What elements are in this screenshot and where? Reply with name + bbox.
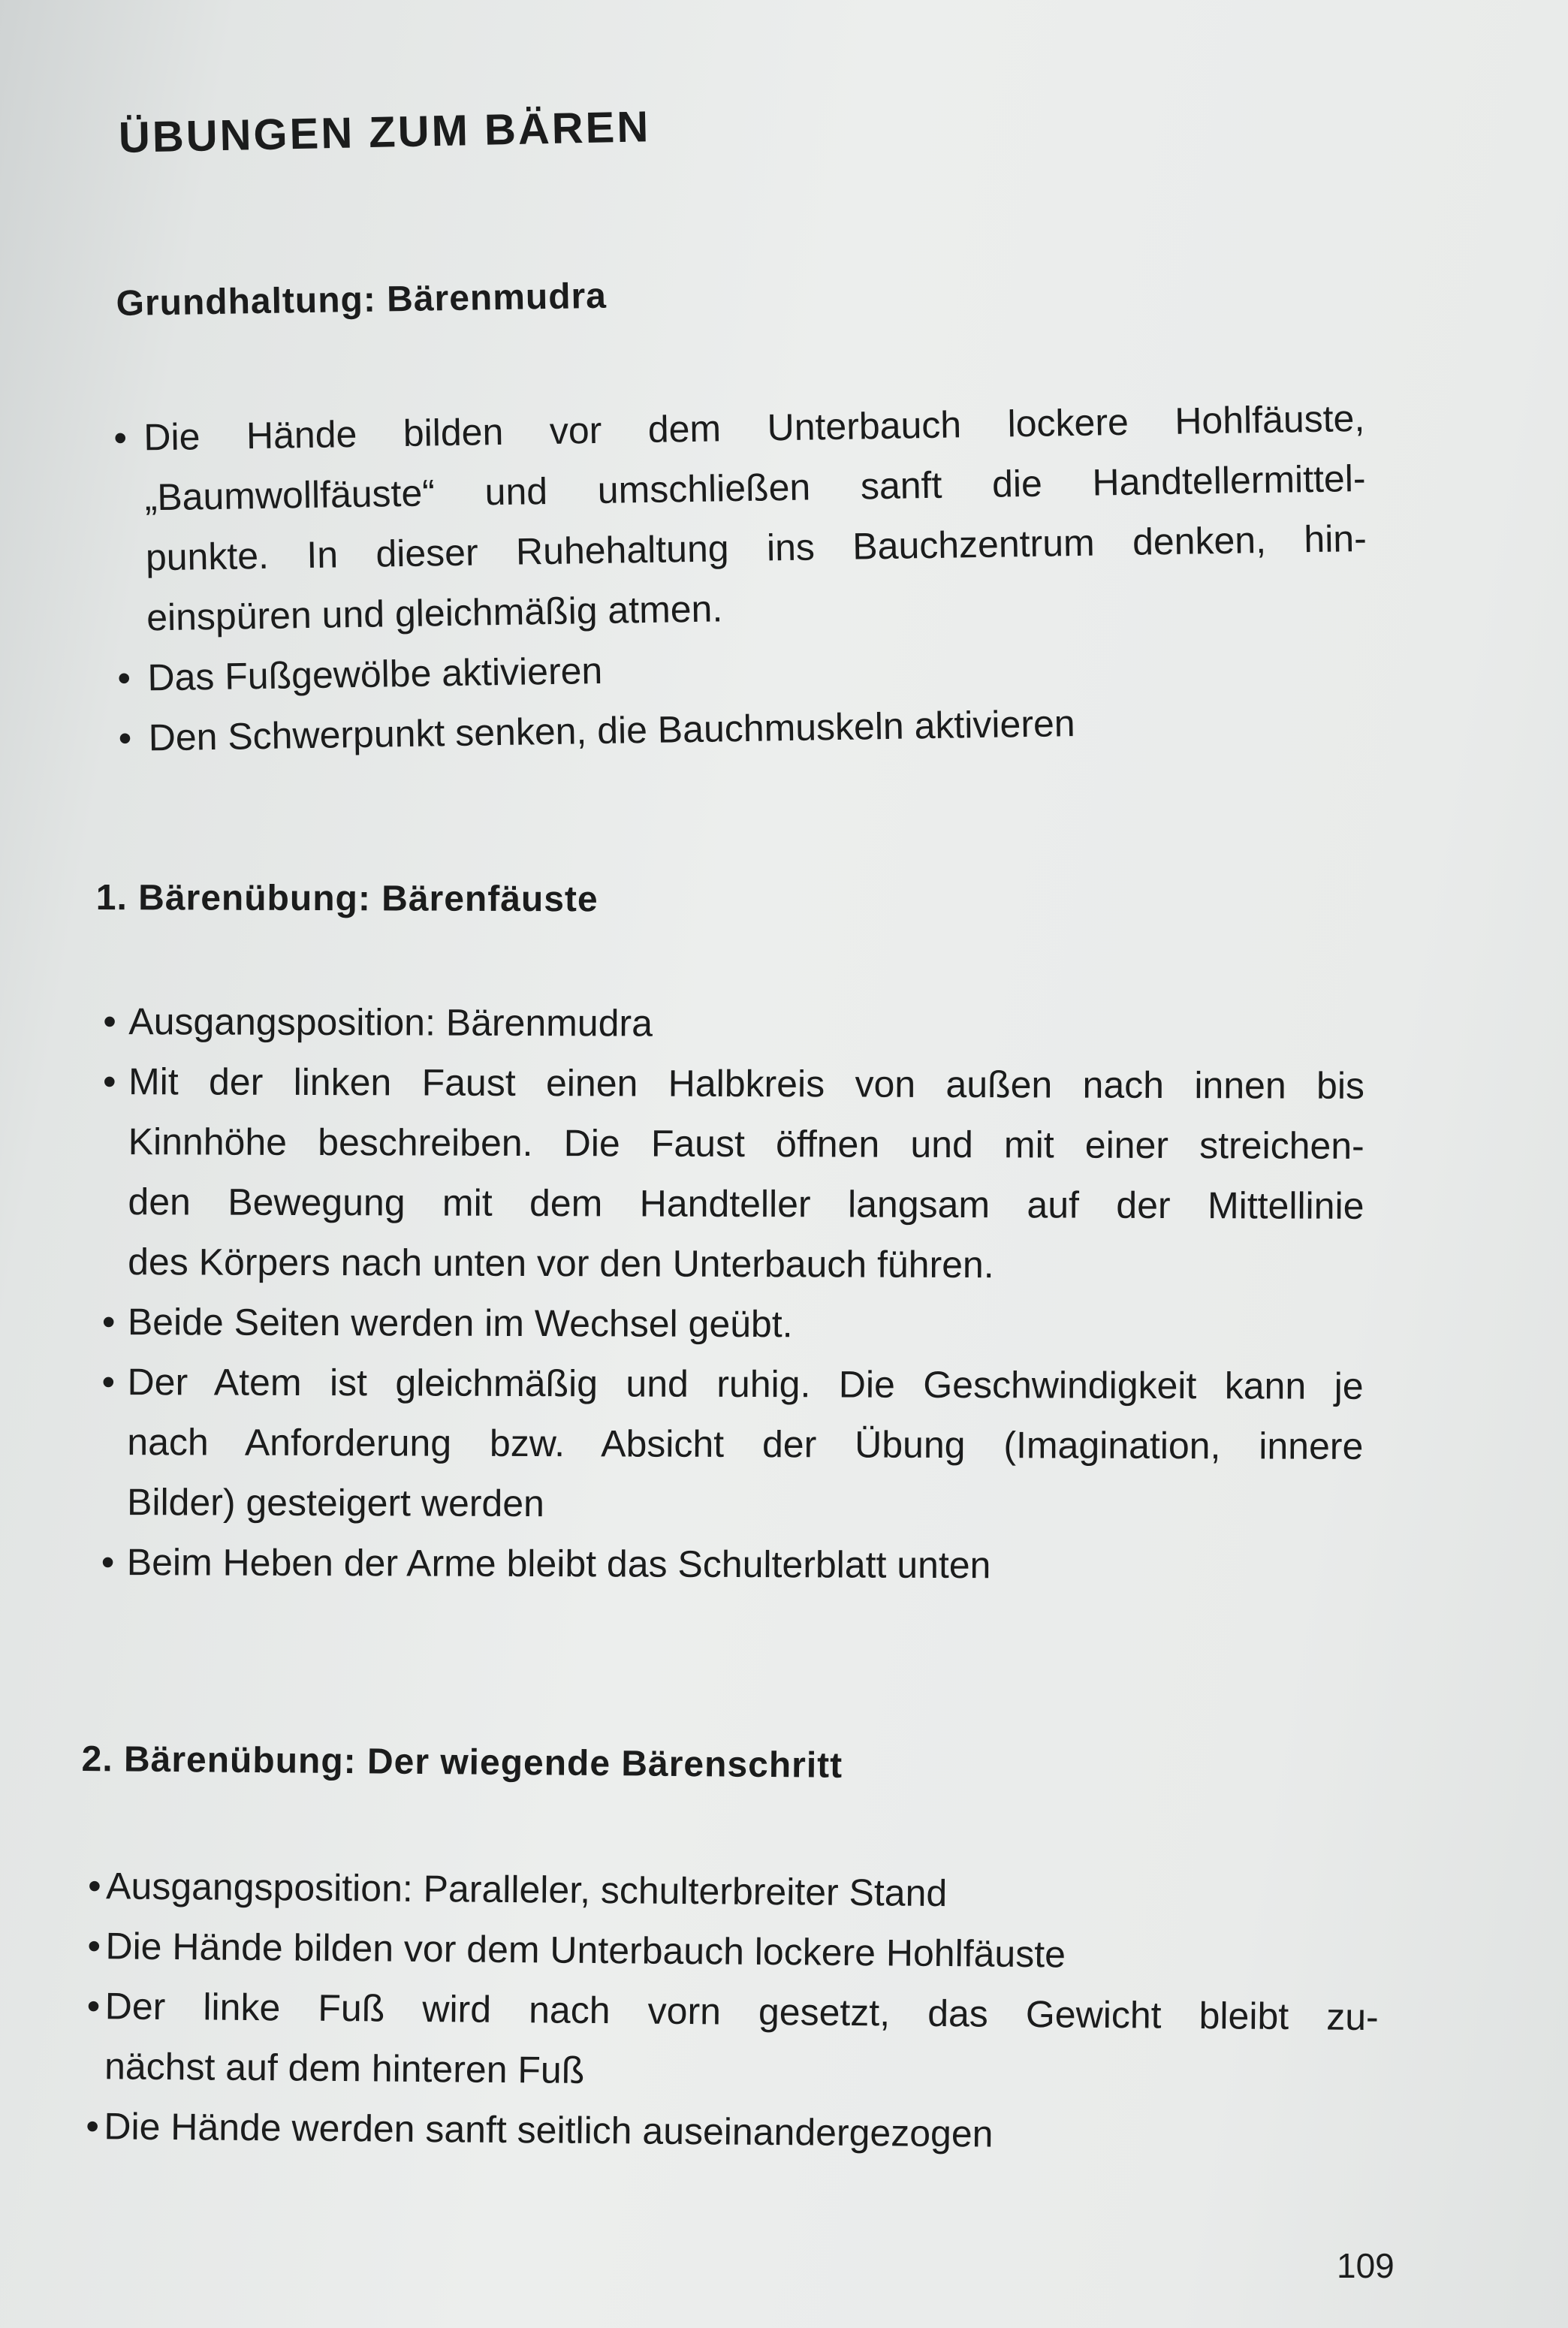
text-line: nächst auf dem hinteren Fuß: [104, 2045, 585, 2091]
list-item: [80, 1916, 1380, 1987]
bullet-icon: •: [86, 1985, 101, 2028]
bullet-icon: •: [87, 1925, 101, 1968]
list-item: [79, 1976, 1379, 2107]
bullet-icon: •: [87, 1865, 101, 1907]
exercise-section: [78, 1729, 1381, 2167]
text-line: punkte. In dieser Ruhehaltung ins Bauchzentrum denken, hin-: [145, 517, 1367, 579]
text-line: Mit der linken Faust einen Halbkreis von außen nach innen bis: [128, 1060, 1365, 1107]
list-item: [80, 1856, 1380, 1927]
text-line: Der Atem ist gleichmäßig und ruhig. Die Geschwindigkeit kann je: [127, 1361, 1364, 1407]
text-line: Beim Heben der Arme bleibt das Schulterblatt unten: [126, 1541, 991, 1587]
text-line: des Körpers nach unten vor den Unterbauch führen.: [128, 1241, 994, 1286]
text-line: Ausgangsposition: Bärenmudra: [128, 1000, 653, 1045]
page-number: 109: [1337, 2246, 1395, 2285]
text-line: den Bewegung mit dem Handteller langsam auf der Mittellinie: [128, 1181, 1364, 1227]
bullet-icon: •: [118, 716, 132, 760]
text-line: Den Schwerpunkt senken, die Bauchmuskeln aktivieren: [148, 702, 1076, 759]
list-item: [113, 388, 1368, 648]
bullet-icon: •: [86, 2105, 100, 2148]
exercise-section: [113, 255, 1370, 768]
text-line: Die Hände bilden vor dem Unterbauch lockere Hohlfäuste,: [143, 397, 1365, 459]
bullet-icon: •: [101, 1301, 116, 1343]
bullet-icon: •: [113, 416, 128, 460]
bullet-icon: •: [101, 1541, 115, 1584]
text-line: Die Hände bilden vor dem Unterbauch lockere Hohlfäuste: [105, 1925, 1066, 1976]
exercise-section: [94, 868, 1365, 1597]
bullet-list: [78, 1856, 1380, 2167]
bullet-icon: •: [103, 1000, 116, 1043]
text-line: Ausgangsposition: Paralleler, schulterbreiter Stand: [105, 1865, 948, 1915]
text-line: Bilder) gesteigert werden: [126, 1481, 544, 1525]
section-heading: 2. Bärenübung: Der wiegende Bärenschritt: [81, 1738, 843, 1786]
text-line: einspüren und gleichmäßig atmen.: [146, 587, 723, 639]
list-item: [95, 1051, 1364, 1296]
bullet-list: [113, 388, 1370, 768]
page-title: ÜBUNGEN ZUM BÄREN: [118, 102, 651, 162]
text-line: „Baumwollfäuste“ und umschließen sanft die Handtellermittel-: [144, 457, 1366, 519]
text-line: Die Hände werden sanft seitlich auseinandergezogen: [104, 2105, 994, 2155]
list-item: [95, 1292, 1364, 1356]
bullet-icon: •: [102, 1060, 116, 1103]
bullet-icon: •: [117, 656, 131, 700]
list-item: [94, 1532, 1363, 1597]
text-line: Der linke Fuß wird nach vorn gesetzt, das Gewicht bleibt zu-: [104, 1985, 1379, 2039]
text-line: Beide Seiten werden im Wechsel geübt.: [127, 1301, 793, 1346]
bullet-icon: •: [101, 1361, 116, 1404]
text-line: nach Anforderung bzw. Absicht der Übung (Imagination, innere: [127, 1421, 1364, 1467]
list-item: [94, 1352, 1364, 1536]
list-item: [78, 2096, 1378, 2167]
section-heading: Grundhaltung: Bärenmudra: [116, 276, 608, 324]
text-line: Das Fußgewölbe aktivieren: [147, 649, 603, 699]
section-heading: 1. Bärenübung: Bärenfäuste: [95, 877, 599, 920]
list-item: [95, 991, 1364, 1056]
bullet-list: [94, 991, 1365, 1597]
text-line: Kinnhöhe beschreiben. Die Faust öffnen und mit einer streichen-: [128, 1120, 1364, 1167]
